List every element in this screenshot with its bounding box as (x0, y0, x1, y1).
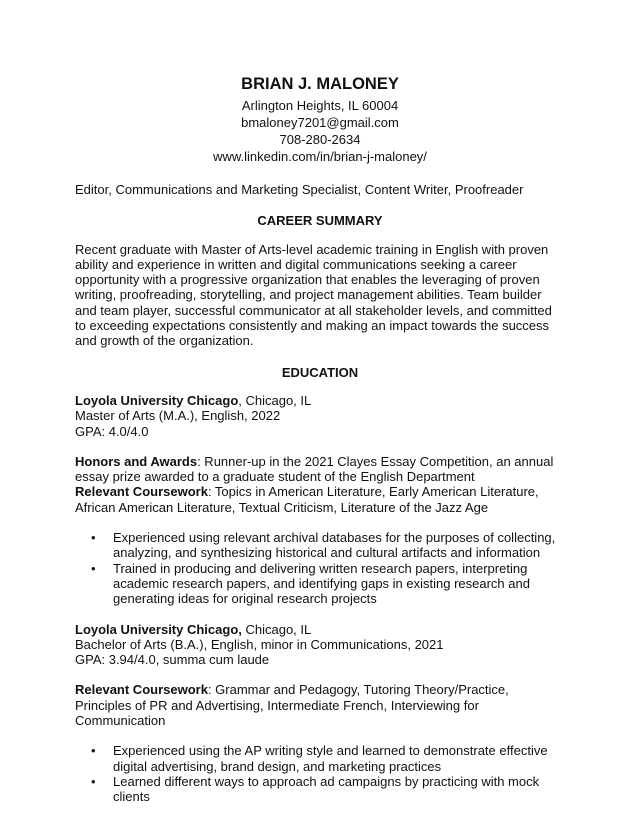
school-name: Loyola University Chicago (75, 392, 239, 408)
education-entry-ba (75, 622, 565, 805)
contact-linkedin[interactable]: www.linkedin.com/in/brian-j-maloney/ (213, 149, 427, 164)
degree: Bachelor of Arts (B.A.), English, minor in Communications, 2021 (75, 636, 444, 652)
career-summary-title: CAREER SUMMARY (257, 213, 383, 229)
honors-text: : Runner-up in the 2021 Clayes Essay Competition, an annual essay prize awarded to a graduate student of the English Department (75, 453, 554, 485)
career-summary-text: Recent graduate with Master of Arts-level academic training in English with proven ability and experience in written and digital communications seeking a career opportunity with a progressive organization that enables the leveraging of proven writing, proofreading, storytelling, and project management abilities. Team builder and team player, successful communicator at all stakeholder levels, and committed to exceeding expectations consistently and making an impact towards the success and growth of the organization. (75, 241, 552, 349)
resume-header (75, 74, 565, 165)
resume-page (75, 74, 565, 805)
coursework-line (75, 484, 565, 515)
contact-location: Arlington Heights, IL 60004 (241, 98, 399, 113)
coursework-text: : Topics in American Literature, Early American Literature, African American Literature, Textual Criticism, Literature of the Jazz Age (75, 484, 539, 515)
coursework-label: Relevant Coursework (75, 484, 208, 500)
coursework-line (75, 682, 565, 728)
degree: Master of Arts (M.A.), English, 2022 (75, 408, 281, 424)
professional-headline: Editor, Communications and Marketing Specialist, Content Writer, Proofreader (75, 182, 524, 197)
contact-phone: 708-280-2634 (279, 132, 361, 147)
honors-line (75, 454, 565, 485)
ba-bullet-list (75, 743, 565, 804)
coursework-label: Relevant Coursework (75, 682, 208, 698)
school-location: Chicago, IL (241, 621, 312, 637)
list-item: • Experienced using the AP writing style and learned to demonstrate effective digital advertising, brand design, and marketing practices (75, 743, 565, 774)
school-line (75, 393, 565, 408)
list-item: • Trained in producing and delivering written research papers, interpreting academic research papers, and identifying gaps in existing research and generating ideas for original research projects (75, 561, 565, 607)
school-location: , Chicago, IL (238, 392, 312, 408)
list-item: • Learned different ways to approach ad campaigns by practicing with mock clients (75, 774, 565, 805)
ma-bullet-list (75, 530, 565, 606)
coursework-text: : Grammar and Pedagogy, Tutoring Theory/Practice, Principles of PR and Advertising, Intermediate French, Interviewing for Communication (75, 682, 509, 729)
gpa: GPA: 4.0/4.0 (75, 423, 149, 439)
candidate-name: BRIAN J. MALONEY (241, 75, 399, 93)
honors-label: Honors and Awards (75, 453, 198, 469)
contact-email[interactable]: bmaloney7201@gmail.com (241, 115, 399, 130)
list-item: • Experienced using relevant archival databases for the purposes of collecting, analyzing, and synthesizing historical and cultural artifacts and information (75, 530, 565, 561)
education-title: EDUCATION (281, 364, 359, 380)
education-entry-ma (75, 393, 565, 607)
school-name: Loyola University Chicago, (75, 621, 242, 637)
school-line (75, 622, 565, 637)
gpa: GPA: 3.94/4.0, summa cum laude (75, 652, 270, 668)
